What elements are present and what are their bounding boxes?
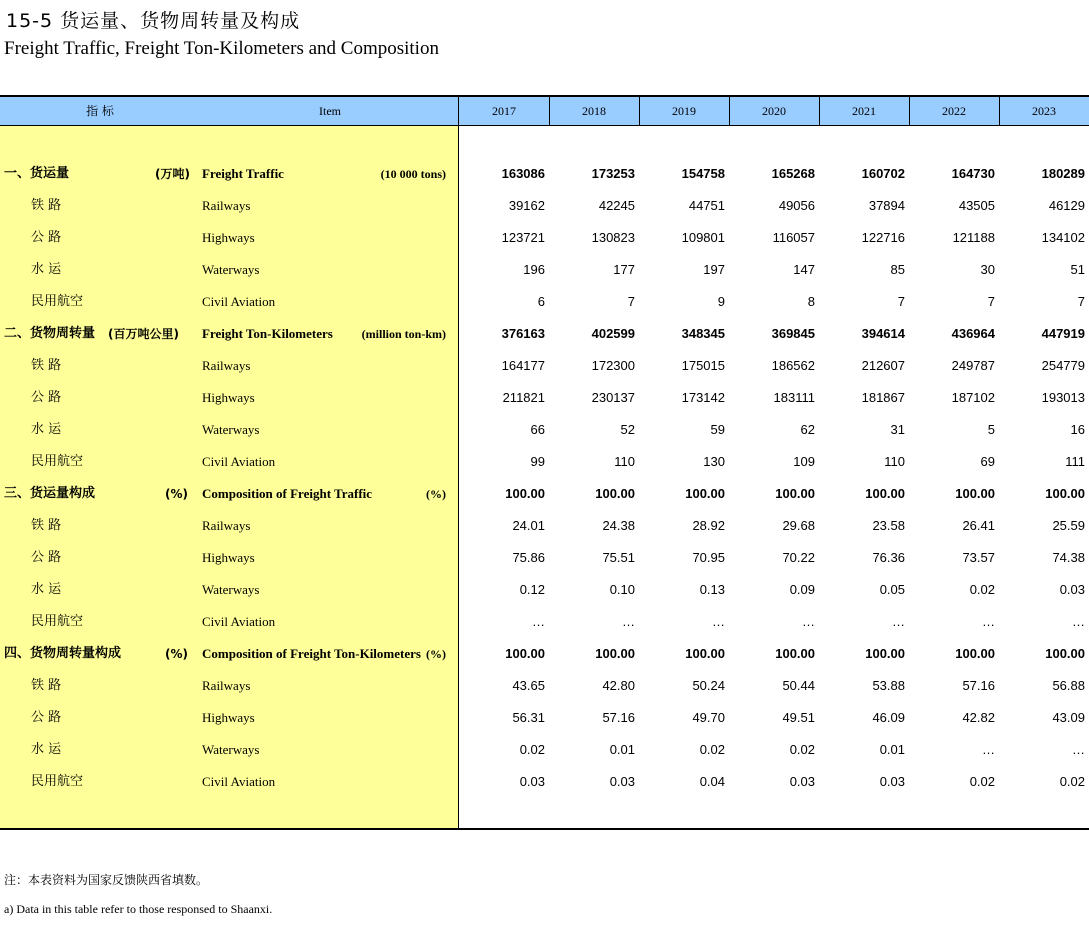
- row-value-2020: 165268: [771, 166, 815, 181]
- row-value-2020: 100.00: [775, 646, 815, 661]
- row-value-2022: 43505: [958, 198, 995, 213]
- table-row: [0, 414, 1089, 446]
- row-value-2019: 0.13: [699, 582, 725, 597]
- row-value-2018: 75.51: [602, 550, 635, 565]
- row-value-2021: 110: [884, 454, 905, 469]
- row-label-cn: 民用航空: [31, 774, 84, 789]
- row-value-2018: 173253: [591, 166, 635, 181]
- table-row: [0, 350, 1089, 382]
- table-row: [0, 638, 1089, 670]
- row-label-cn: 一、货运量: [4, 166, 70, 181]
- row-value-2017: 123721: [501, 230, 545, 245]
- row-label-en: Railways: [202, 678, 251, 693]
- row-value-2022: 5: [987, 422, 995, 437]
- row-value-2019: 0.04: [699, 774, 725, 789]
- row-label-cn: 四、货物周转量构成: [4, 646, 122, 661]
- row-value-2021: 394614: [861, 326, 905, 341]
- row-label-en: Railways: [202, 518, 251, 533]
- header-separator: [639, 97, 640, 125]
- row-value-2021: 100.00: [865, 486, 905, 501]
- row-label-cn: 公 路: [31, 710, 62, 725]
- row-value-2017: …: [532, 614, 545, 629]
- row-value-2021: 0.05: [879, 582, 905, 597]
- header-year: 2018: [582, 104, 606, 118]
- row-value-2017: 75.86: [512, 550, 545, 565]
- row-value-2019: 28.92: [692, 518, 725, 533]
- row-value-2019: 130: [703, 454, 725, 469]
- table-row: [0, 446, 1089, 478]
- header-separator: [549, 97, 550, 125]
- row-value-2017: 24.01: [512, 518, 545, 533]
- row-value-2023: 7: [1077, 294, 1085, 309]
- row-value-2017: 56.31: [512, 710, 545, 725]
- row-value-2018: 7: [627, 294, 635, 309]
- table-row: [0, 542, 1089, 574]
- row-label-cn: 公 路: [31, 390, 62, 405]
- row-value-2022: 100.00: [955, 486, 995, 501]
- row-value-2020: 50.44: [782, 678, 815, 693]
- row-label-cn: 铁 路: [31, 518, 62, 533]
- row-label-cn: 铁 路: [31, 198, 62, 213]
- row-value-2023: 0.03: [1059, 582, 1085, 597]
- row-value-2019: 59: [710, 422, 725, 437]
- row-value-2023: 193013: [1041, 390, 1085, 405]
- row-value-2020: 49.51: [782, 710, 815, 725]
- row-value-2018: 0.01: [609, 742, 635, 757]
- row-value-2023: 16: [1070, 422, 1085, 437]
- row-value-2017: 163086: [501, 166, 545, 181]
- row-value-2021: 181867: [861, 390, 905, 405]
- row-value-2023: 447919: [1041, 326, 1085, 341]
- row-unit-en: (%): [426, 487, 446, 501]
- row-label-cn: 二、货物周转量: [4, 326, 96, 341]
- row-label-en: Civil Aviation: [202, 614, 276, 629]
- row-value-2022: 0.02: [969, 774, 995, 789]
- row-value-2020: 0.09: [789, 582, 815, 597]
- row-label-en: Civil Aviation: [202, 294, 276, 309]
- table-row: [0, 766, 1089, 798]
- row-unit-en: (million ton-km): [361, 327, 446, 341]
- row-label-en: Composition of Freight Ton-Kilometers: [202, 646, 421, 661]
- row-value-2023: …: [1072, 614, 1085, 629]
- table-row: [0, 510, 1089, 542]
- row-value-2021: …: [892, 614, 905, 629]
- row-value-2022: 69: [980, 454, 995, 469]
- header-year: 2017: [492, 104, 516, 118]
- row-value-2017: 196: [523, 262, 545, 277]
- row-value-2017: 164177: [501, 358, 545, 373]
- row-label-en: Waterways: [202, 262, 260, 277]
- row-value-2018: 24.38: [602, 518, 635, 533]
- header-separator: [819, 97, 820, 125]
- row-value-2019: 100.00: [685, 486, 725, 501]
- row-value-2017: 39162: [508, 198, 545, 213]
- row-value-2017: 211821: [502, 390, 545, 405]
- row-value-2019: 9: [717, 294, 725, 309]
- row-value-2023: 111: [1065, 454, 1085, 469]
- row-unit-cn: (%): [165, 487, 188, 501]
- row-value-2017: 99: [530, 454, 545, 469]
- row-value-2019: 175015: [681, 358, 725, 373]
- row-value-2020: 183111: [773, 390, 815, 405]
- row-value-2022: 249787: [951, 358, 995, 373]
- row-value-2019: 173142: [681, 390, 725, 405]
- table-row: [0, 318, 1089, 350]
- row-value-2022: …: [982, 614, 995, 629]
- row-value-2023: 0.02: [1059, 774, 1085, 789]
- row-label-en: Highways: [202, 550, 255, 565]
- row-label-en: Civil Aviation: [202, 774, 276, 789]
- table-row: [0, 222, 1089, 254]
- row-value-2022: 0.02: [969, 582, 995, 597]
- row-value-2021: 0.03: [879, 774, 905, 789]
- row-value-2019: 348345: [681, 326, 725, 341]
- table-row: [0, 190, 1089, 222]
- row-value-2018: 42245: [598, 198, 635, 213]
- row-value-2020: 0.02: [789, 742, 815, 757]
- row-label-en: Waterways: [202, 742, 260, 757]
- table-row: [0, 254, 1089, 286]
- row-value-2020: 186562: [771, 358, 815, 373]
- footnote-cn: 注：本表资料为国家反馈陕西省填数。: [4, 873, 209, 887]
- row-label-en: Highways: [202, 230, 255, 245]
- row-value-2017: 0.03: [519, 774, 545, 789]
- row-value-2022: 42.82: [962, 710, 995, 725]
- row-unit-cn: (%): [165, 647, 188, 661]
- row-value-2019: …: [712, 614, 725, 629]
- footnote-en: a) Data in this table refer to those responsed to Shaanxi.: [4, 902, 273, 916]
- row-value-2020: 70.22: [782, 550, 815, 565]
- header-indicator: 指 标: [86, 104, 114, 118]
- row-value-2019: 100.00: [685, 646, 725, 661]
- row-value-2023: 51: [1070, 262, 1085, 277]
- row-value-2022: 30: [980, 262, 995, 277]
- row-value-2019: 0.02: [699, 742, 725, 757]
- data-table: [0, 95, 1089, 830]
- row-unit-en: (%): [426, 647, 446, 661]
- row-label-cn: 民用航空: [31, 294, 84, 309]
- row-value-2023: 100.00: [1045, 486, 1085, 501]
- row-value-2021: 122716: [861, 230, 905, 245]
- row-value-2020: 49056: [778, 198, 815, 213]
- row-value-2017: 0.12: [519, 582, 545, 597]
- row-label-cn: 民用航空: [31, 454, 84, 469]
- row-value-2021: 160702: [861, 166, 905, 181]
- row-value-2017: 6: [537, 294, 545, 309]
- row-value-2018: 52: [620, 422, 635, 437]
- header-item: Item: [319, 104, 341, 118]
- row-value-2020: …: [802, 614, 815, 629]
- table-row: [0, 286, 1089, 318]
- row-value-2017: 100.00: [505, 486, 545, 501]
- row-value-2022: 121188: [952, 230, 995, 245]
- row-label-en: Freight Traffic: [202, 166, 284, 181]
- header-year: 2022: [942, 104, 966, 118]
- row-value-2020: 0.03: [789, 774, 815, 789]
- row-value-2017: 66: [530, 422, 545, 437]
- row-label-cn: 铁 路: [31, 678, 62, 693]
- row-value-2022: …: [982, 742, 995, 757]
- row-value-2018: 177: [613, 262, 635, 277]
- row-label-en: Railways: [202, 358, 251, 373]
- row-value-2018: 100.00: [595, 646, 635, 661]
- row-value-2022: 100.00: [955, 646, 995, 661]
- row-value-2023: 134102: [1041, 230, 1085, 245]
- row-value-2022: 187102: [951, 390, 995, 405]
- row-value-2021: 37894: [868, 198, 905, 213]
- row-value-2022: 73.57: [962, 550, 995, 565]
- row-value-2020: 29.68: [782, 518, 815, 533]
- row-label-cn: 公 路: [31, 230, 62, 245]
- row-value-2023: 100.00: [1045, 646, 1085, 661]
- page-title-cn: 15-5 货运量、货物周转量及构成: [6, 10, 301, 32]
- row-unit-cn: (百万吨公里): [108, 327, 179, 341]
- row-label-en: Highways: [202, 390, 255, 405]
- row-value-2019: 50.24: [692, 678, 725, 693]
- row-value-2018: 0.03: [609, 774, 635, 789]
- row-value-2023: 56.88: [1052, 678, 1085, 693]
- row-value-2017: 0.02: [519, 742, 545, 757]
- header-year: 2019: [672, 104, 696, 118]
- row-label-cn: 民用航空: [31, 614, 84, 629]
- row-value-2021: 7: [897, 294, 905, 309]
- row-value-2022: 57.16: [962, 678, 995, 693]
- row-value-2018: 110: [614, 454, 635, 469]
- table-row: [0, 158, 1089, 190]
- row-value-2021: 23.58: [872, 518, 905, 533]
- header-separator: [999, 97, 1000, 125]
- row-unit-cn: (万吨): [155, 167, 190, 181]
- row-value-2023: 254779: [1041, 358, 1085, 373]
- row-value-2018: 130823: [591, 230, 635, 245]
- row-value-2019: 109801: [681, 230, 725, 245]
- row-label-en: Highways: [202, 710, 255, 725]
- row-unit-en: (10 000 tons): [380, 167, 446, 181]
- row-label-cn: 铁 路: [31, 358, 62, 373]
- table-row: [0, 702, 1089, 734]
- row-value-2022: 164730: [951, 166, 995, 181]
- header-separator: [909, 97, 910, 125]
- header-year: 2021: [852, 104, 876, 118]
- row-value-2019: 197: [703, 262, 725, 277]
- row-label-en: Waterways: [202, 582, 260, 597]
- row-label-en: Civil Aviation: [202, 454, 276, 469]
- row-value-2018: …: [622, 614, 635, 629]
- header-separator: [729, 97, 730, 125]
- row-value-2017: 376163: [501, 326, 545, 341]
- row-value-2020: 109: [793, 454, 815, 469]
- row-value-2020: 147: [793, 262, 815, 277]
- row-value-2018: 0.10: [609, 582, 635, 597]
- row-value-2023: 43.09: [1052, 710, 1085, 725]
- row-label-en: Freight Ton-Kilometers: [202, 326, 333, 341]
- row-value-2018: 172300: [591, 358, 635, 373]
- row-value-2020: 8: [807, 294, 815, 309]
- row-value-2019: 49.70: [692, 710, 725, 725]
- row-value-2020: 100.00: [775, 486, 815, 501]
- row-value-2019: 70.95: [692, 550, 725, 565]
- row-value-2019: 154758: [681, 166, 725, 181]
- row-label-cn: 水 运: [31, 742, 62, 757]
- header-year: 2020: [762, 104, 786, 118]
- row-value-2022: 26.41: [962, 518, 995, 533]
- row-value-2023: 46129: [1048, 198, 1085, 213]
- row-value-2023: …: [1072, 742, 1085, 757]
- row-label-en: Railways: [202, 198, 251, 213]
- row-value-2021: 46.09: [872, 710, 905, 725]
- row-label-en: Waterways: [202, 422, 260, 437]
- row-label-en: Composition of Freight Traffic: [202, 486, 373, 501]
- row-value-2017: 100.00: [505, 646, 545, 661]
- table-row: [0, 606, 1089, 638]
- row-label-cn: 水 运: [31, 422, 62, 437]
- header-year: 2023: [1032, 104, 1056, 118]
- table-row: [0, 574, 1089, 606]
- row-label-cn: 水 运: [31, 262, 62, 277]
- row-value-2022: 7: [987, 294, 995, 309]
- table-row: [0, 734, 1089, 766]
- row-value-2021: 85: [890, 262, 905, 277]
- row-label-cn: 公 路: [31, 550, 62, 565]
- row-label-cn: 三、货运量构成: [4, 486, 96, 501]
- row-value-2017: 43.65: [512, 678, 545, 693]
- row-value-2018: 42.80: [602, 678, 635, 693]
- row-value-2021: 31: [890, 422, 905, 437]
- table-row: [0, 382, 1089, 414]
- row-value-2021: 212607: [861, 358, 905, 373]
- row-value-2020: 369845: [771, 326, 815, 341]
- row-value-2018: 402599: [591, 326, 635, 341]
- row-value-2022: 436964: [951, 326, 995, 341]
- page-title-en: Freight Traffic, Freight Ton-Kilometers and Composition: [4, 38, 439, 59]
- row-value-2021: 100.00: [865, 646, 905, 661]
- row-value-2020: 62: [800, 422, 815, 437]
- row-value-2018: 230137: [591, 390, 635, 405]
- row-value-2023: 25.59: [1052, 518, 1085, 533]
- row-label-cn: 水 运: [31, 582, 62, 597]
- row-value-2023: 180289: [1041, 166, 1085, 181]
- row-value-2018: 57.16: [602, 710, 635, 725]
- row-value-2023: 74.38: [1052, 550, 1085, 565]
- table-bottom-rule: [0, 828, 1089, 830]
- row-value-2021: 0.01: [879, 742, 905, 757]
- row-value-2021: 53.88: [872, 678, 905, 693]
- row-value-2019: 44751: [688, 198, 725, 213]
- row-value-2018: 100.00: [595, 486, 635, 501]
- row-value-2020: 116057: [772, 230, 815, 245]
- table-row: [0, 478, 1089, 510]
- table-row: [0, 670, 1089, 702]
- row-value-2021: 76.36: [872, 550, 905, 565]
